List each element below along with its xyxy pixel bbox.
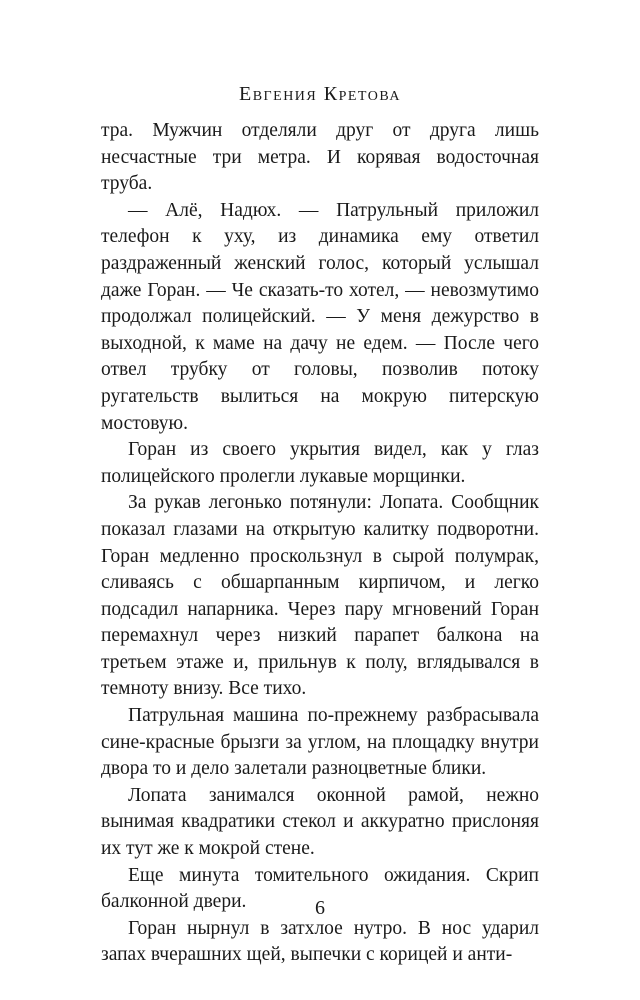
page-number: 6	[315, 897, 325, 919]
paragraph: — Алё, Надюх. — Патрульный приложил телефон к уху, из динамика ему ответил раздраженный женский голос, который услышал даже Горан. — Че сказать-то хотел, — невозмутимо продолжал полицейский. — У меня дежурство в выходной, к маме на дачу не едем. — После чего отвел трубку от головы, позволив потоку ругательств вылиться на мокрую питерскую мостовую.	[101, 199, 539, 434]
paragraph: Патрульная машина по-прежнему разбрасывала сине-красные брызги за углом, на площадку внутри двора то и дело залетали разноцветные блики.	[101, 705, 539, 780]
paragraph: Горан нырнул в затхлое нутро. В нос ударил запах вчерашних щей, выпечки с корицей и анти-	[101, 917, 539, 966]
paragraph: тра. Мужчин отделяли друг от друга лишь несчастные три метра. И корявая водосточная труба.	[101, 120, 539, 195]
paragraph: За рукав легонько потянули: Лопата. Сообщник показал глазами на открытую калитку подворотни. Горан медленно проскользнул в сырой полумрак, сливаясь с обшарпанным кирпичом, и легко подсадил напарника. Через пару мгновений Горан перемахнул через низкий парапет балкона на третьем этаже и, прильнув к полу, вглядывался в темноту внизу. Все тихо.	[101, 492, 539, 700]
paragraph: Горан из своего укрытия видел, как у глаз полицейского пролегли лукавые морщинки.	[101, 439, 539, 487]
paragraph: Еще минута томительного ожидания. Скрип балконной двери.	[101, 864, 539, 913]
body-text	[101, 118, 539, 969]
paragraph: Лопата занимался оконной рамой, нежно вынимая квадратики стекол и аккуратно прислоняя их тут же к мокрой стене.	[101, 784, 539, 860]
running-head: Евгения Кретова	[239, 83, 401, 105]
